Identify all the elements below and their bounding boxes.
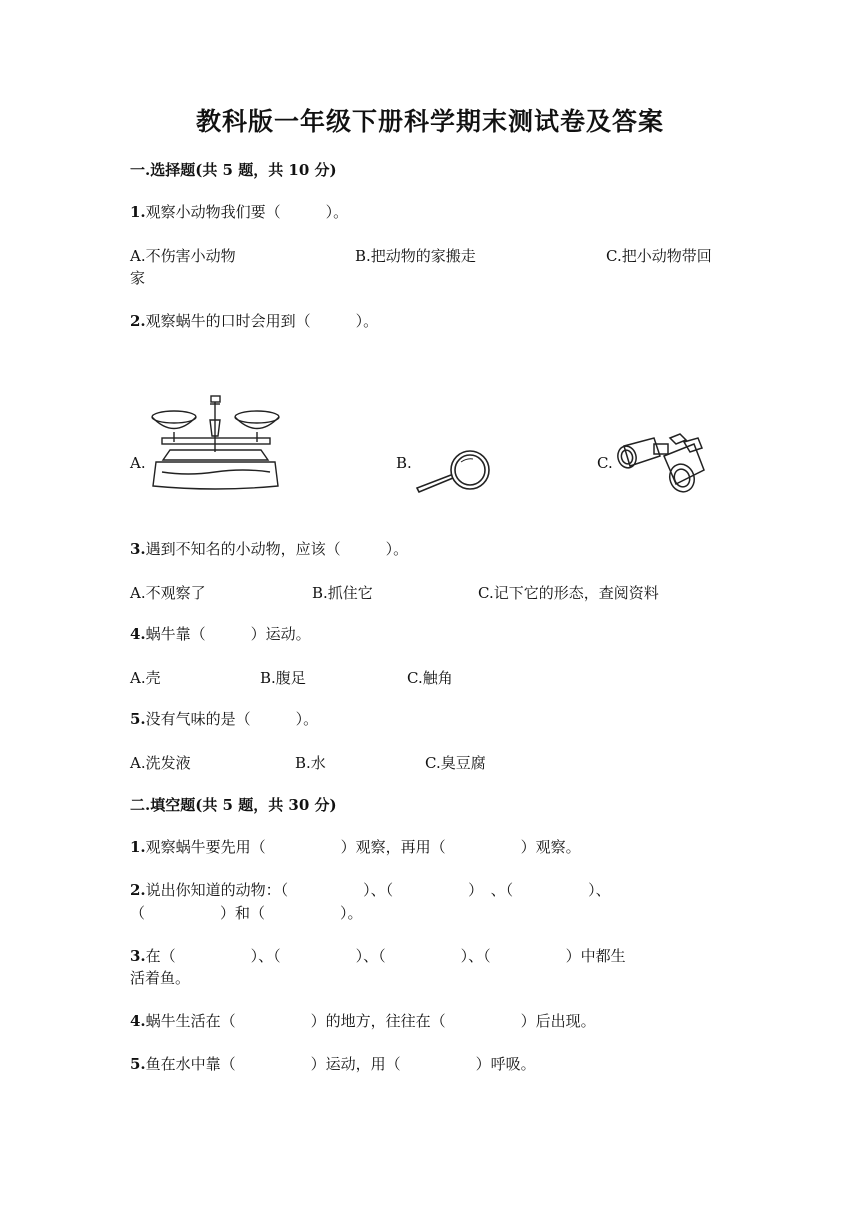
option-c: C.把小动物带回	[606, 247, 712, 265]
fill-question-2	[130, 880, 611, 900]
binoculars-icon	[614, 430, 709, 496]
question-number: 5.	[130, 1055, 146, 1073]
question-text: 遇到不知名的小动物，应该（ ）。	[145, 540, 409, 558]
question-text: 蜗牛生活在（ ）的地方，往往在（ ）后出现。	[145, 1012, 596, 1030]
question-text: 观察小动物我们要（ ）。	[145, 203, 349, 221]
question-5	[130, 709, 318, 729]
question-text: 观察蜗牛要先用（ ）观察，再用（ ）观察。	[145, 838, 581, 856]
page-title: 教科版一年级下册科学期末测试卷及答案	[195, 107, 664, 136]
fill-question-3	[130, 946, 626, 966]
option-c-continued: 家	[130, 269, 146, 287]
question-number: 2.	[130, 881, 146, 899]
question-number: 2.	[130, 312, 146, 330]
option-a: A.不伤害小动物	[130, 247, 236, 265]
question-number: 3.	[130, 947, 146, 965]
option-b-label: B.	[396, 454, 412, 472]
question-number: 3.	[130, 540, 146, 558]
option-a: A.不观察了	[130, 584, 206, 602]
question-2	[130, 311, 378, 331]
option-c: C.触角	[407, 669, 453, 687]
question-1	[130, 202, 348, 222]
question-number: 4.	[130, 625, 146, 643]
option-a: A.洗发液	[130, 754, 191, 772]
option-b: B.水	[295, 754, 326, 772]
question-text-line-1: 说出你知道的动物：（ ）、（ ） 、（ ）、	[145, 881, 611, 899]
question-number: 1.	[130, 838, 146, 856]
question-text-line-1: 在（ ）、（ ）、（ ）、（ ）中都生	[145, 947, 626, 965]
option-b: B.腹足	[260, 669, 306, 687]
option-a: A.壳	[130, 669, 161, 687]
balance-scale-icon	[148, 392, 283, 492]
question-number: 5.	[130, 710, 146, 728]
question-text: 鱼在水中靠（ ）运动，用（ ）呼吸。	[145, 1055, 536, 1073]
question-text: 没有气味的是（ ）。	[145, 710, 319, 728]
fill-question-4	[130, 1011, 596, 1031]
fill-question-5	[130, 1054, 536, 1074]
option-b: B.把动物的家搬走	[355, 247, 476, 265]
option-c-label: C.	[597, 454, 613, 472]
section-heading-fill-blank: 二.填空题(共 5 题，共 30 分)	[130, 796, 337, 814]
option-b: B.抓住它	[312, 584, 373, 602]
fill-question-3-line-2: 活着鱼。	[130, 969, 191, 987]
section-heading-choice: 一.选择题(共 5 题，共 10 分)	[130, 161, 337, 179]
question-number: 1.	[130, 203, 146, 221]
fill-question-1	[130, 837, 581, 857]
option-a-label: A.	[130, 454, 146, 472]
option-c: C.臭豆腐	[425, 754, 486, 772]
fill-question-2-line-2: （ ）和（ ）。	[130, 904, 363, 922]
question-text: 蜗牛靠（ ）运动。	[145, 625, 311, 643]
option-c: C.记下它的形态，查阅资料	[478, 584, 659, 602]
magnifying-glass-icon	[415, 448, 495, 494]
question-3	[130, 539, 408, 559]
question-number: 4.	[130, 1012, 146, 1030]
question-text: 观察蜗牛的口时会用到（ ）。	[145, 312, 379, 330]
question-4	[130, 624, 311, 644]
